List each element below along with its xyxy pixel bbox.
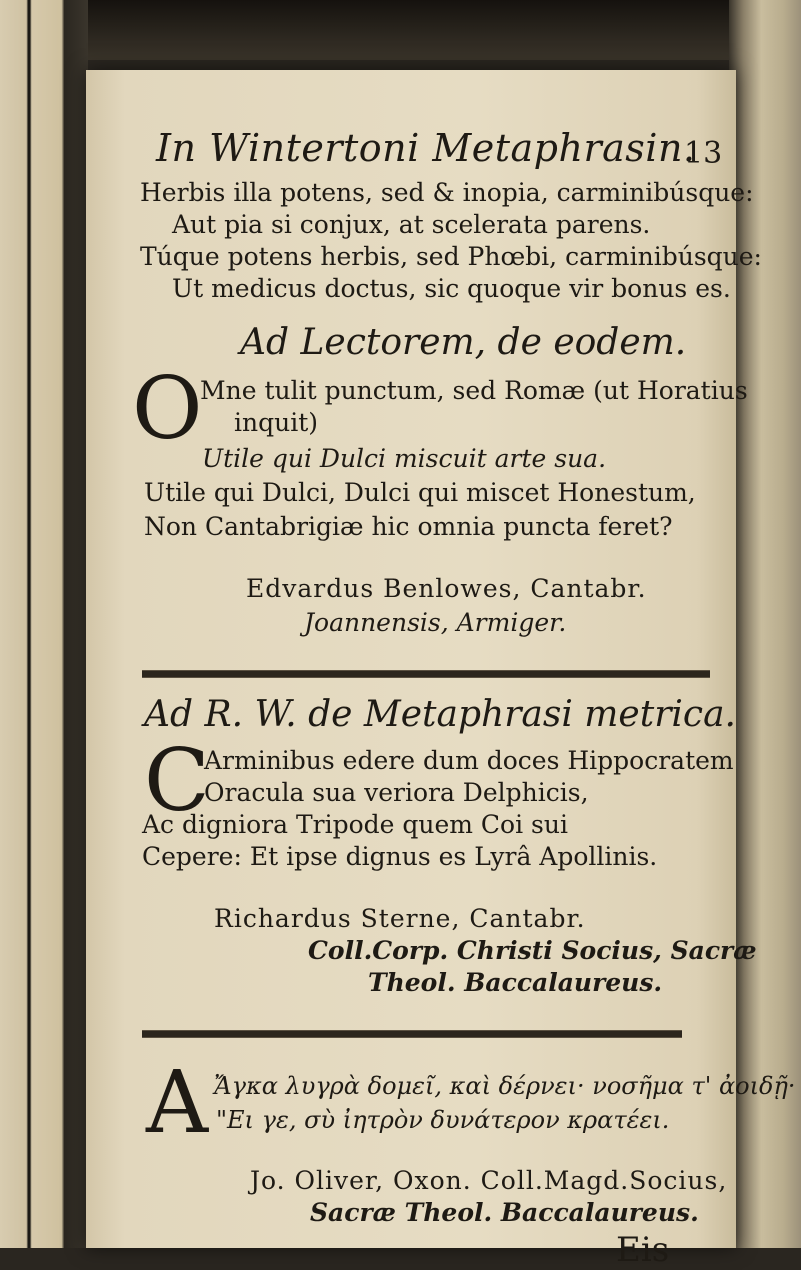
signature-sterne-sub: Coll.Corp. Christi Socius, Sacræ bbox=[308, 936, 757, 965]
lectorem-line-3: Utile qui Dulci miscuit arte sua. bbox=[202, 444, 607, 473]
lectorem-line-1: Mne tulit punctum, sed Romæ (ut Horatius bbox=[200, 376, 748, 405]
lectorem-line-2: inquit) bbox=[234, 408, 318, 437]
adjacent-page-left bbox=[0, 0, 88, 1248]
lectorem-line-4: Utile qui Dulci, Dulci qui miscet Honestum, bbox=[144, 478, 696, 507]
section-divider-2 bbox=[142, 1030, 682, 1038]
signature-benlowes-sub: Joannensis, Armiger. bbox=[304, 608, 567, 637]
signature-oliver-sub: Sacræ Theol. Baccalaureus. bbox=[310, 1198, 699, 1227]
page-number: 13 bbox=[684, 136, 723, 171]
signature-benlowes: Edvardus Benlowes, Cantabr. bbox=[246, 574, 647, 603]
dropcap-c: C bbox=[144, 731, 210, 831]
lectorem-line-5: Non Cantabrigiæ hic omnia puncta feret? bbox=[144, 512, 673, 541]
poem1-line-4: Ut medicus doctus, sic quoque vir bonus es. bbox=[172, 274, 731, 303]
section-heading-lectorem: Ad Lectorem, de eodem. bbox=[240, 322, 687, 363]
metaphrasi-line-2: Oracula sua veriora Delphicis, bbox=[204, 778, 589, 807]
poem1-line-3: Túque potens herbis, sed Phœbi, carminibúsque: bbox=[140, 242, 762, 271]
greek-line-2: "Ει γε, σὺ ἰητρὸν δυνάτερον κρατέει. bbox=[216, 1106, 670, 1134]
dropcap-a: A bbox=[146, 1053, 209, 1153]
dropcap-o: O bbox=[132, 359, 203, 459]
section-divider-1 bbox=[142, 670, 710, 678]
metaphrasi-line-4: Cepere: Et ipse dignus es Lyrâ Apollinis. bbox=[142, 842, 658, 871]
signature-sterne-sub2: Theol. Baccalaureus. bbox=[368, 968, 663, 997]
catchword: Eis bbox=[616, 1230, 670, 1270]
greek-line-1: Ἄγκα λυγρὰ δομεῖ, καὶ δέρνει· νοσῆμα τ' ἀοιδῇ· bbox=[214, 1072, 796, 1100]
signature-oliver: Jo. Oliver, Oxon. Coll.Magd.Socius, bbox=[250, 1166, 728, 1195]
scan-dark-top bbox=[0, 0, 801, 60]
signature-sterne: Richardus Sterne, Cantabr. bbox=[214, 904, 586, 933]
running-header: In Wintertoni Metaphrasin. bbox=[156, 126, 696, 170]
metaphrasi-line-1: Arminibus edere dum doces Hippocratem bbox=[204, 746, 734, 775]
poem1-line-1: Herbis illa potens, sed & inopia, carminibúsque: bbox=[140, 178, 754, 207]
section-heading-metaphrasi: Ad R. W. de Metaphrasi metrica. bbox=[144, 694, 736, 735]
poem1-line-2: Aut pia si conjux, at scelerata parens. bbox=[172, 210, 651, 239]
metaphrasi-line-3: Ac digniora Tripode quem Coi sui bbox=[142, 810, 568, 839]
book-page bbox=[86, 70, 796, 1270]
